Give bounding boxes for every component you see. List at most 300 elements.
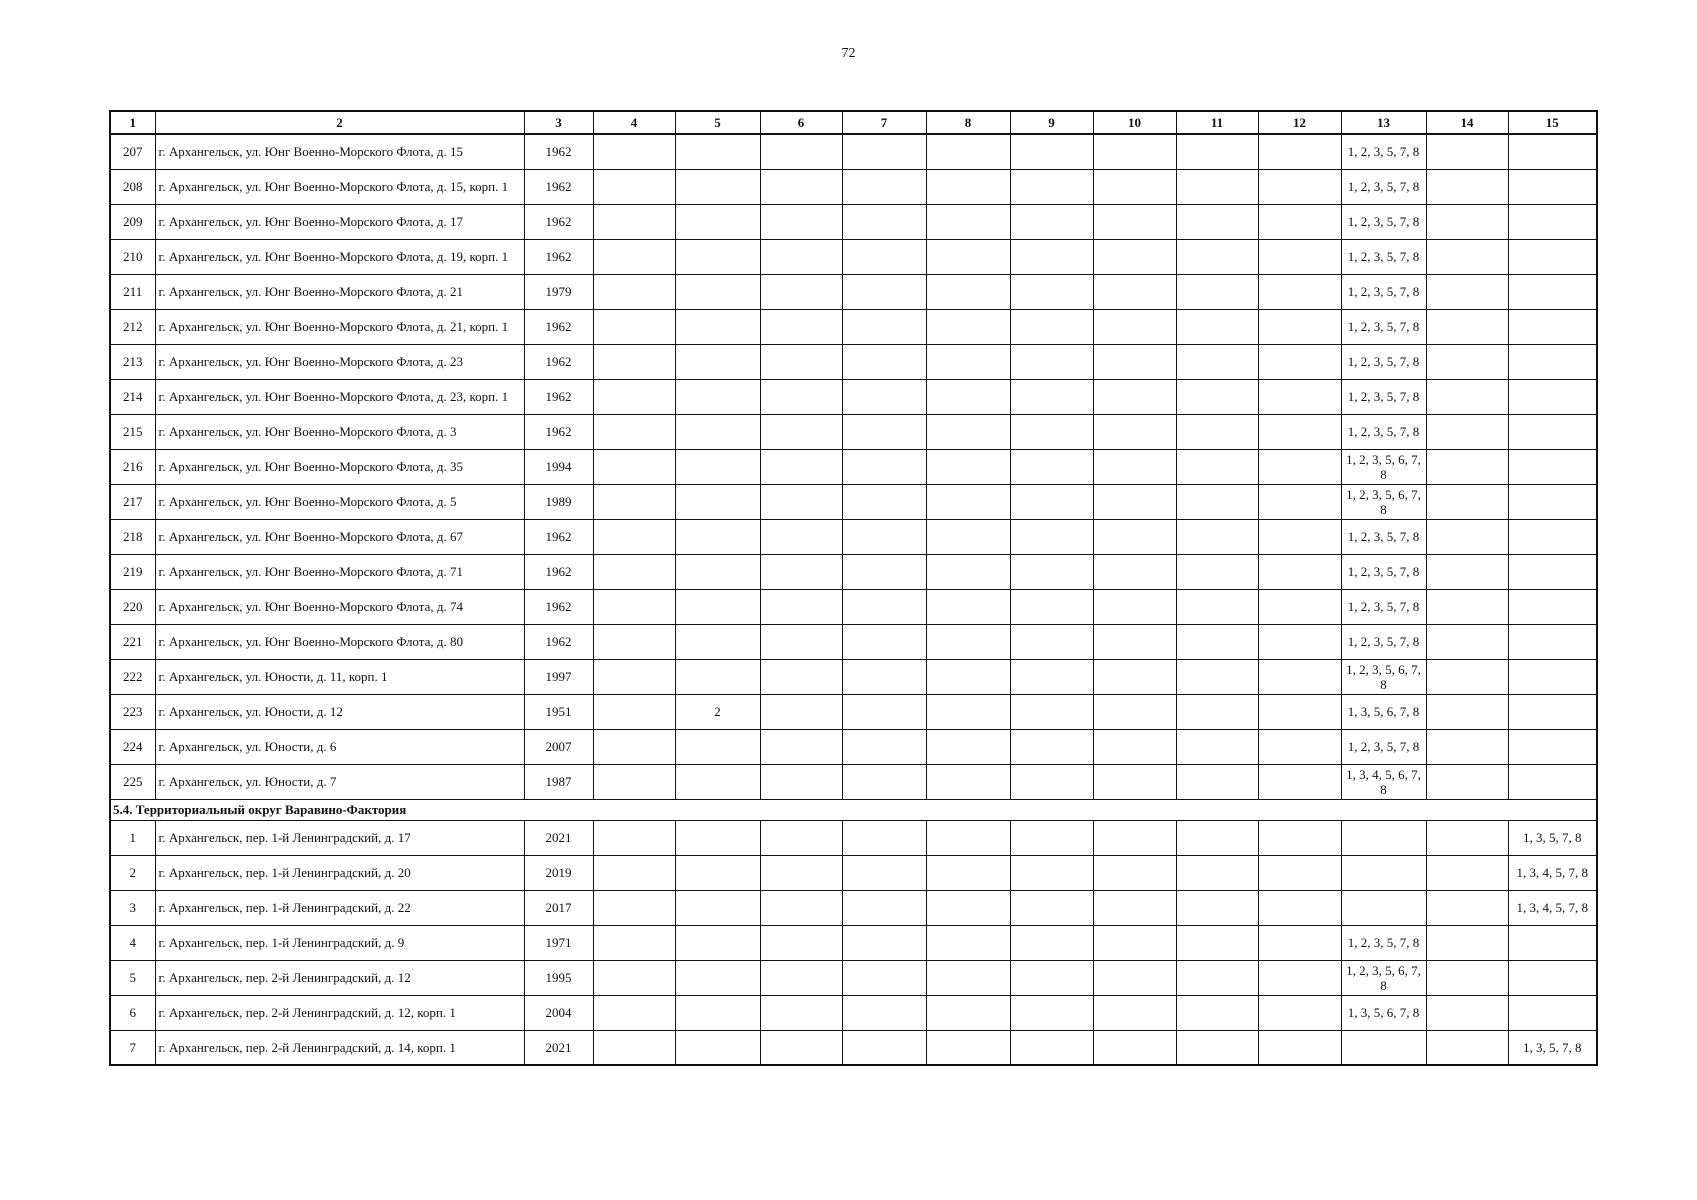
table-cell: 2 xyxy=(675,694,760,729)
empty-cell xyxy=(1010,624,1093,659)
empty-cell xyxy=(760,344,842,379)
empty-cell xyxy=(593,204,675,239)
empty-cell xyxy=(1010,729,1093,764)
table-cell xyxy=(1508,484,1597,519)
address-cell: г. Архангельск, пер. 1-й Ленинградский, д. 22 xyxy=(155,890,524,925)
address-cell: г. Архангельск, ул. Юности, д. 6 xyxy=(155,729,524,764)
empty-cell xyxy=(926,764,1010,799)
empty-cell xyxy=(842,659,926,694)
address-cell: г. Архангельск, пер. 2-й Ленинградский, д. 12 xyxy=(155,960,524,995)
column-header: 5 xyxy=(675,111,760,134)
empty-cell xyxy=(1426,890,1508,925)
table-cell: 1, 3, 4, 5, 6, 7, 8 xyxy=(1341,764,1426,799)
empty-cell xyxy=(926,169,1010,204)
empty-cell xyxy=(1258,344,1341,379)
column-header: 4 xyxy=(593,111,675,134)
empty-cell xyxy=(926,519,1010,554)
row-number-cell: 2 xyxy=(110,855,155,890)
empty-cell xyxy=(1093,344,1176,379)
empty-cell xyxy=(593,764,675,799)
empty-cell xyxy=(842,995,926,1030)
empty-cell xyxy=(593,694,675,729)
year-cell: 1995 xyxy=(524,960,593,995)
empty-cell xyxy=(842,925,926,960)
table-cell xyxy=(675,484,760,519)
empty-cell xyxy=(1258,309,1341,344)
empty-cell xyxy=(1093,925,1176,960)
empty-cell xyxy=(1093,274,1176,309)
address-cell: г. Архангельск, пер. 1-й Ленинградский, д. 17 xyxy=(155,820,524,855)
empty-cell xyxy=(1010,659,1093,694)
empty-cell xyxy=(1010,344,1093,379)
year-cell: 1979 xyxy=(524,274,593,309)
table-cell xyxy=(675,449,760,484)
empty-cell xyxy=(760,449,842,484)
column-header: 10 xyxy=(1093,111,1176,134)
empty-cell xyxy=(1258,519,1341,554)
year-cell: 2021 xyxy=(524,1030,593,1065)
empty-cell xyxy=(760,379,842,414)
table-cell: 1, 2, 3, 5, 7, 8 xyxy=(1341,729,1426,764)
table-row xyxy=(110,414,1597,449)
table-cell xyxy=(675,1030,760,1065)
empty-cell xyxy=(1176,379,1258,414)
table-cell xyxy=(1508,624,1597,659)
address-cell: г. Архангельск, ул. Юнг Военно-Морского Флота, д. 19, корп. 1 xyxy=(155,239,524,274)
empty-cell xyxy=(1093,890,1176,925)
empty-cell xyxy=(1258,995,1341,1030)
empty-cell xyxy=(1426,554,1508,589)
empty-cell xyxy=(760,414,842,449)
table-row xyxy=(110,309,1597,344)
year-cell: 1951 xyxy=(524,694,593,729)
year-cell: 2007 xyxy=(524,729,593,764)
empty-cell xyxy=(1426,414,1508,449)
empty-cell xyxy=(1176,169,1258,204)
empty-cell xyxy=(593,659,675,694)
data-table xyxy=(109,110,1598,1066)
table-cell: 1, 2, 3, 5, 6, 7, 8 xyxy=(1341,659,1426,694)
table-cell xyxy=(675,169,760,204)
table-cell xyxy=(1508,554,1597,589)
empty-cell xyxy=(1010,925,1093,960)
empty-cell xyxy=(1426,925,1508,960)
empty-cell xyxy=(760,204,842,239)
table-cell: 1, 2, 3, 5, 7, 8 xyxy=(1341,309,1426,344)
empty-cell xyxy=(593,344,675,379)
column-header: 9 xyxy=(1010,111,1093,134)
table-cell: 1, 2, 3, 5, 6, 7, 8 xyxy=(1341,449,1426,484)
empty-cell xyxy=(593,449,675,484)
empty-cell xyxy=(1010,694,1093,729)
empty-cell xyxy=(926,624,1010,659)
table-cell: 1, 2, 3, 5, 7, 8 xyxy=(1341,379,1426,414)
empty-cell xyxy=(593,554,675,589)
empty-cell xyxy=(926,729,1010,764)
empty-cell xyxy=(760,729,842,764)
empty-cell xyxy=(1258,925,1341,960)
table-cell xyxy=(675,764,760,799)
table-row xyxy=(110,519,1597,554)
table-row xyxy=(110,484,1597,519)
empty-cell xyxy=(760,309,842,344)
empty-cell xyxy=(1258,764,1341,799)
table-cell xyxy=(1508,960,1597,995)
empty-cell xyxy=(1010,1030,1093,1065)
empty-cell xyxy=(1093,239,1176,274)
empty-cell xyxy=(1010,554,1093,589)
empty-cell xyxy=(1176,344,1258,379)
empty-cell xyxy=(1010,519,1093,554)
empty-cell xyxy=(1426,729,1508,764)
empty-cell xyxy=(1176,589,1258,624)
table-row xyxy=(110,169,1597,204)
empty-cell xyxy=(1176,554,1258,589)
table-cell: 1, 3, 5, 6, 7, 8 xyxy=(1341,694,1426,729)
year-cell: 1962 xyxy=(524,169,593,204)
empty-cell xyxy=(760,1030,842,1065)
year-cell: 1962 xyxy=(524,589,593,624)
table-row xyxy=(110,589,1597,624)
table-cell: 1, 2, 3, 5, 7, 8 xyxy=(1341,519,1426,554)
empty-cell xyxy=(1093,764,1176,799)
empty-cell xyxy=(593,309,675,344)
table-cell xyxy=(675,960,760,995)
table-row xyxy=(110,764,1597,799)
empty-cell xyxy=(1258,484,1341,519)
empty-cell xyxy=(1176,449,1258,484)
table-cell xyxy=(675,554,760,589)
empty-cell xyxy=(1426,855,1508,890)
empty-cell xyxy=(1426,204,1508,239)
empty-cell xyxy=(593,729,675,764)
table-cell xyxy=(675,855,760,890)
empty-cell xyxy=(1176,309,1258,344)
empty-cell xyxy=(593,995,675,1030)
empty-cell xyxy=(1258,239,1341,274)
empty-cell xyxy=(926,379,1010,414)
column-header: 15 xyxy=(1508,111,1597,134)
address-cell: г. Архангельск, ул. Юнг Военно-Морского Флота, д. 15, корп. 1 xyxy=(155,169,524,204)
table-row xyxy=(110,890,1597,925)
empty-cell xyxy=(1093,729,1176,764)
table-cell xyxy=(675,204,760,239)
empty-cell xyxy=(1093,414,1176,449)
empty-cell xyxy=(1010,379,1093,414)
empty-cell xyxy=(1010,764,1093,799)
table-cell xyxy=(1508,169,1597,204)
table-cell xyxy=(1508,995,1597,1030)
table-cell xyxy=(675,414,760,449)
column-header: 12 xyxy=(1258,111,1341,134)
year-cell: 1962 xyxy=(524,379,593,414)
table-cell xyxy=(1508,379,1597,414)
address-cell: г. Архангельск, пер. 1-й Ленинградский, д. 20 xyxy=(155,855,524,890)
empty-cell xyxy=(926,554,1010,589)
empty-cell xyxy=(1176,764,1258,799)
empty-cell xyxy=(1258,169,1341,204)
empty-cell xyxy=(1176,624,1258,659)
empty-cell xyxy=(1093,134,1176,169)
empty-cell xyxy=(1176,729,1258,764)
empty-cell xyxy=(926,855,1010,890)
empty-cell xyxy=(593,484,675,519)
empty-cell xyxy=(593,274,675,309)
row-number-cell: 4 xyxy=(110,925,155,960)
empty-cell xyxy=(1010,820,1093,855)
address-cell: г. Архангельск, ул. Юнг Военно-Морского Флота, д. 5 xyxy=(155,484,524,519)
empty-cell xyxy=(760,134,842,169)
table-row xyxy=(110,344,1597,379)
empty-cell xyxy=(1176,890,1258,925)
table-cell xyxy=(1508,694,1597,729)
address-cell: г. Архангельск, ул. Юнг Военно-Морского Флота, д. 23, корп. 1 xyxy=(155,379,524,414)
empty-cell xyxy=(593,855,675,890)
empty-cell xyxy=(1426,344,1508,379)
empty-cell xyxy=(1258,414,1341,449)
empty-cell xyxy=(1426,960,1508,995)
section-title: 5.4. Территориальный округ Варавино-Фактория xyxy=(110,799,1597,820)
empty-cell xyxy=(593,820,675,855)
empty-cell xyxy=(1426,519,1508,554)
address-cell: г. Архангельск, ул. Юнг Военно-Морского Флота, д. 74 xyxy=(155,589,524,624)
column-header: 11 xyxy=(1176,111,1258,134)
address-cell: г. Архангельск, ул. Юнг Военно-Морского Флота, д. 35 xyxy=(155,449,524,484)
empty-cell xyxy=(842,764,926,799)
empty-cell xyxy=(760,624,842,659)
table-body xyxy=(110,134,1597,1065)
empty-cell xyxy=(842,554,926,589)
table-row xyxy=(110,239,1597,274)
table-cell xyxy=(1508,519,1597,554)
table-cell xyxy=(1341,1030,1426,1065)
empty-cell xyxy=(1010,855,1093,890)
address-cell: г. Архангельск, ул. Юнг Военно-Морского Флота, д. 23 xyxy=(155,344,524,379)
year-cell: 1989 xyxy=(524,484,593,519)
address-cell: г. Архангельск, ул. Юности, д. 7 xyxy=(155,764,524,799)
empty-cell xyxy=(1010,960,1093,995)
empty-cell xyxy=(842,820,926,855)
empty-cell xyxy=(1093,589,1176,624)
table-row xyxy=(110,960,1597,995)
empty-cell xyxy=(593,1030,675,1065)
empty-cell xyxy=(1093,960,1176,995)
table-row xyxy=(110,694,1597,729)
row-number-cell: 208 xyxy=(110,169,155,204)
empty-cell xyxy=(760,820,842,855)
empty-cell xyxy=(842,134,926,169)
empty-cell xyxy=(1258,820,1341,855)
address-cell: г. Архангельск, ул. Юнг Военно-Морского Флота, д. 80 xyxy=(155,624,524,659)
address-cell: г. Архангельск, ул. Юнг Военно-Морского Флота, д. 17 xyxy=(155,204,524,239)
address-cell: г. Архангельск, ул. Юнг Военно-Морского Флота, д. 15 xyxy=(155,134,524,169)
table-cell xyxy=(675,890,760,925)
table-cell xyxy=(1508,414,1597,449)
empty-cell xyxy=(1176,519,1258,554)
table-cell xyxy=(1508,589,1597,624)
row-number-cell: 215 xyxy=(110,414,155,449)
table-row xyxy=(110,624,1597,659)
table-cell xyxy=(1508,729,1597,764)
empty-cell xyxy=(1258,589,1341,624)
empty-cell xyxy=(842,694,926,729)
empty-cell xyxy=(1010,169,1093,204)
empty-cell xyxy=(760,925,842,960)
row-number-cell: 210 xyxy=(110,239,155,274)
table-cell xyxy=(1508,449,1597,484)
empty-cell xyxy=(1258,554,1341,589)
table-cell xyxy=(1341,820,1426,855)
empty-cell xyxy=(1093,1030,1176,1065)
row-number-cell: 212 xyxy=(110,309,155,344)
year-cell: 1962 xyxy=(524,204,593,239)
address-cell: г. Архангельск, пер. 2-й Ленинградский, д. 12, корп. 1 xyxy=(155,995,524,1030)
empty-cell xyxy=(1426,659,1508,694)
empty-cell xyxy=(842,855,926,890)
row-number-cell: 223 xyxy=(110,694,155,729)
empty-cell xyxy=(842,589,926,624)
empty-cell xyxy=(1010,204,1093,239)
empty-cell xyxy=(1426,694,1508,729)
column-header: 3 xyxy=(524,111,593,134)
table-cell: 1, 2, 3, 5, 7, 8 xyxy=(1341,624,1426,659)
empty-cell xyxy=(1176,414,1258,449)
empty-cell xyxy=(842,484,926,519)
column-header: 6 xyxy=(760,111,842,134)
row-number-cell: 1 xyxy=(110,820,155,855)
empty-cell xyxy=(593,960,675,995)
empty-cell xyxy=(926,344,1010,379)
empty-cell xyxy=(1176,239,1258,274)
year-cell: 1962 xyxy=(524,239,593,274)
table-cell xyxy=(1508,274,1597,309)
empty-cell xyxy=(593,239,675,274)
empty-cell xyxy=(760,995,842,1030)
empty-cell xyxy=(1426,624,1508,659)
table-cell xyxy=(1508,309,1597,344)
empty-cell xyxy=(760,554,842,589)
empty-cell xyxy=(760,764,842,799)
empty-cell xyxy=(1176,1030,1258,1065)
empty-cell xyxy=(1093,624,1176,659)
empty-cell xyxy=(1010,239,1093,274)
year-cell: 1962 xyxy=(524,519,593,554)
row-number-cell: 222 xyxy=(110,659,155,694)
empty-cell xyxy=(842,729,926,764)
table-cell xyxy=(675,624,760,659)
empty-cell xyxy=(593,589,675,624)
empty-cell xyxy=(1010,890,1093,925)
table-cell xyxy=(675,134,760,169)
empty-cell xyxy=(760,659,842,694)
empty-cell xyxy=(593,169,675,204)
empty-cell xyxy=(842,274,926,309)
empty-cell xyxy=(842,960,926,995)
table-cell: 1, 2, 3, 5, 7, 8 xyxy=(1341,414,1426,449)
empty-cell xyxy=(760,855,842,890)
year-cell: 1994 xyxy=(524,449,593,484)
empty-cell xyxy=(1426,169,1508,204)
empty-cell xyxy=(1010,589,1093,624)
empty-cell xyxy=(1176,274,1258,309)
empty-cell xyxy=(1258,694,1341,729)
table-cell xyxy=(1508,925,1597,960)
empty-cell xyxy=(1176,484,1258,519)
table-cell xyxy=(675,659,760,694)
empty-cell xyxy=(842,169,926,204)
table-cell xyxy=(675,519,760,554)
empty-cell xyxy=(760,274,842,309)
row-number-cell: 5 xyxy=(110,960,155,995)
table-row xyxy=(110,820,1597,855)
empty-cell xyxy=(593,925,675,960)
empty-cell xyxy=(1176,659,1258,694)
table-row xyxy=(110,554,1597,589)
table-row xyxy=(110,995,1597,1030)
empty-cell xyxy=(1258,449,1341,484)
table-row xyxy=(110,204,1597,239)
year-cell: 1997 xyxy=(524,659,593,694)
table-row xyxy=(110,659,1597,694)
table-cell: 1, 2, 3, 5, 6, 7, 8 xyxy=(1341,960,1426,995)
empty-cell xyxy=(1010,134,1093,169)
empty-cell xyxy=(1010,309,1093,344)
empty-cell xyxy=(1258,624,1341,659)
table-cell: 1, 2, 3, 5, 7, 8 xyxy=(1341,134,1426,169)
table-cell: 1, 2, 3, 5, 7, 8 xyxy=(1341,925,1426,960)
empty-cell xyxy=(1093,449,1176,484)
empty-cell xyxy=(842,449,926,484)
table-cell xyxy=(675,729,760,764)
page-number: 72 xyxy=(841,46,856,61)
empty-cell xyxy=(1093,659,1176,694)
empty-cell xyxy=(926,239,1010,274)
empty-cell xyxy=(1258,890,1341,925)
empty-cell xyxy=(1258,379,1341,414)
table-cell xyxy=(675,589,760,624)
row-number-cell: 220 xyxy=(110,589,155,624)
address-cell: г. Архангельск, ул. Юности, д. 11, корп. 1 xyxy=(155,659,524,694)
empty-cell xyxy=(760,890,842,925)
empty-cell xyxy=(760,589,842,624)
empty-cell xyxy=(1093,309,1176,344)
table-cell xyxy=(675,995,760,1030)
empty-cell xyxy=(760,239,842,274)
empty-cell xyxy=(926,890,1010,925)
empty-cell xyxy=(926,204,1010,239)
year-cell: 1962 xyxy=(524,344,593,379)
row-number-cell: 211 xyxy=(110,274,155,309)
empty-cell xyxy=(1093,694,1176,729)
row-number-cell: 213 xyxy=(110,344,155,379)
empty-cell xyxy=(1258,1030,1341,1065)
table-cell xyxy=(675,820,760,855)
table-cell xyxy=(1341,890,1426,925)
table-cell xyxy=(675,309,760,344)
address-cell: г. Архангельск, ул. Юнг Военно-Морского Флота, д. 21, корп. 1 xyxy=(155,309,524,344)
table-cell xyxy=(1508,344,1597,379)
empty-cell xyxy=(926,820,1010,855)
table-cell: 1, 2, 3, 5, 7, 8 xyxy=(1341,169,1426,204)
column-header: 1 xyxy=(110,111,155,134)
year-cell: 1987 xyxy=(524,764,593,799)
header-row xyxy=(110,111,1597,134)
table-cell xyxy=(1508,764,1597,799)
table-cell xyxy=(1508,659,1597,694)
empty-cell xyxy=(1426,820,1508,855)
empty-cell xyxy=(842,309,926,344)
empty-cell xyxy=(760,484,842,519)
